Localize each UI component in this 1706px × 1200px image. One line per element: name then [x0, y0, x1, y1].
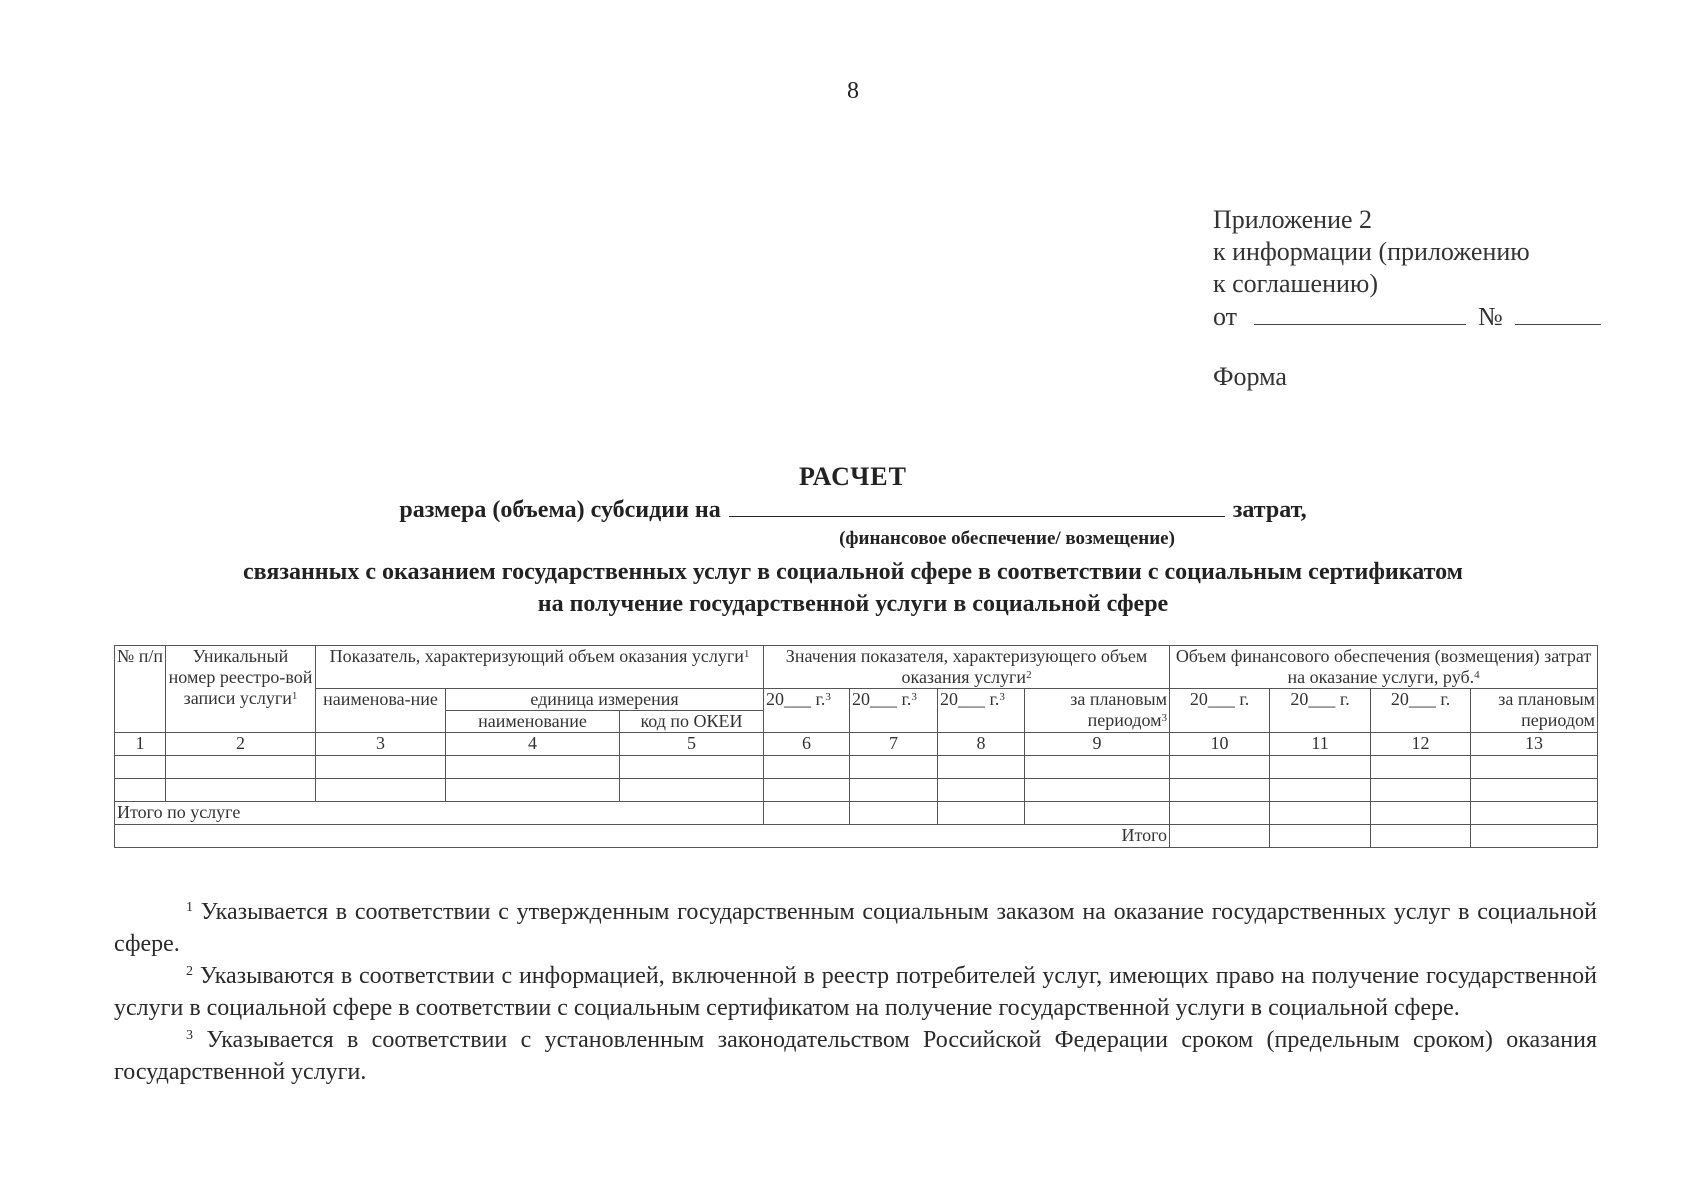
header-unit-name: наименование [446, 711, 620, 733]
table-row [115, 779, 1598, 802]
footnotes [114, 896, 1597, 1088]
header-row-1 [115, 646, 1598, 689]
header-unit: единица измерения [446, 689, 764, 711]
page-number: 8 [847, 78, 859, 104]
header-indicator-name: наименова-ние [316, 689, 446, 733]
header-finance: Объем финансового обеспечения (возмещения) затрат на оказание услуги, руб.$^4$ [1170, 646, 1598, 689]
footnote-3: $^3$ Указывается в соответствии с установленным законодательством Российской Федерации сроком (предельным сроком) оказания государственной услуги. [114, 1027, 1598, 1085]
from-label: от [1213, 302, 1238, 331]
appendix-line-1: Приложение 2 [1213, 205, 1373, 234]
document-subtitle [0, 494, 1706, 524]
subheading-line-1: связанных с оказанием государственных услуг в социальной сфере в соответствии с социальным сертификатом [243, 559, 1463, 585]
header-fin-year-1: 20___ г. [1170, 689, 1270, 733]
subtitle-left: размера (объема) субсидии на [399, 497, 721, 523]
col-num: 11 [1270, 733, 1371, 756]
header-row-2 [115, 689, 1598, 711]
subtotal-row [115, 802, 1598, 825]
document-title: РАСЧЕТ [799, 462, 907, 491]
header-okei: код по ОКЕИ [620, 711, 764, 733]
document-subheading [0, 556, 1706, 620]
number-blank [1515, 300, 1601, 325]
header-indicator: Показатель, характеризующий объем оказания услуги$^1$ [316, 646, 764, 689]
col-num: 4 [446, 733, 620, 756]
date-blank [1254, 300, 1466, 325]
total-label: Итого [115, 825, 1170, 848]
footnote-1: $^1$ Указывается в соответствии с утвержденным государственным социальным заказом на оказание государственных услуг в социальной сфере. [114, 899, 1598, 957]
header-registry: Уникальный номер реестро-вой записи услуги$^1$ [166, 646, 316, 733]
col-num: 12 [1371, 733, 1471, 756]
form-label: Форма [1213, 362, 1287, 391]
subtitle-right: затрат, [1232, 497, 1307, 523]
header-fin-year-3: 20___ г. [1371, 689, 1471, 733]
subsidy-type-blank [729, 494, 1225, 517]
col-num: 10 [1170, 733, 1270, 756]
col-num: 8 [938, 733, 1025, 756]
appendix-date-line [1213, 300, 1601, 333]
col-num: 6 [764, 733, 850, 756]
col-num: 7 [850, 733, 938, 756]
header-year-3: 20___ г.$^3$ [938, 689, 1025, 733]
header-planned: за плановым периодом$^3$ [1025, 689, 1170, 733]
header-fin-planned: за плановым периодом [1471, 689, 1598, 733]
number-label: № [1478, 302, 1503, 331]
subtotal-label: Итого по услуге [115, 802, 764, 825]
column-numbers-row [115, 733, 1598, 756]
footnote-2: $^2$ Указываются в соответствии с информацией, включенной в реестр потребителей услуг, имеющих право на получение государственной услуги в социальной сфере в соответствии с социальным сертификатом на получение государственной услуги в социальной сфере. [114, 963, 1598, 1021]
table-row [115, 756, 1598, 779]
total-row [115, 825, 1598, 848]
header-fin-year-2: 20___ г. [1270, 689, 1371, 733]
col-num: 2 [166, 733, 316, 756]
subheading-line-2: на получение государственной услуги в социальной сфере [537, 591, 1169, 617]
header-year-1: 20___ г.$^3$ [764, 689, 850, 733]
header-values: Значения показателя, характеризующего объем оказания услуги$^2$ [764, 646, 1170, 689]
header-year-2: 20___ г.$^3$ [850, 689, 938, 733]
calculation-table [114, 645, 1598, 848]
appendix-line-3: к соглашению) [1213, 269, 1379, 298]
header-num: № п/п [115, 646, 166, 733]
col-num: 13 [1471, 733, 1598, 756]
appendix-header [1213, 204, 1601, 333]
appendix-line-2: к информации (приложению [1213, 237, 1530, 266]
col-num: 1 [115, 733, 166, 756]
col-num: 5 [620, 733, 764, 756]
col-num: 9 [1025, 733, 1170, 756]
subsidy-type-caption: (финансовое обеспечение/ возмещение) [839, 528, 1175, 549]
col-num: 3 [316, 733, 446, 756]
